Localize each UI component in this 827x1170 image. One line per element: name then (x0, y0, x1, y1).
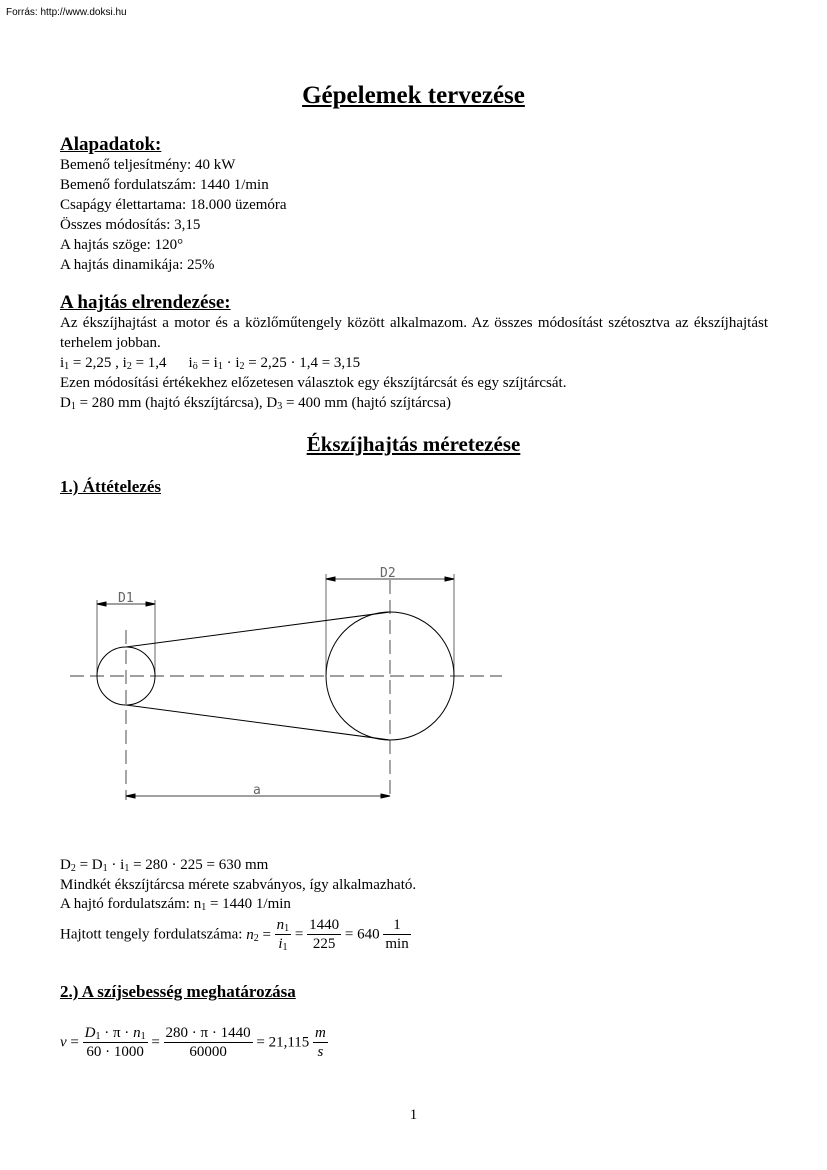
standard-line: Mindkét ékszíjtárcsa mérete szabványos, így alkalmazható. (60, 877, 417, 893)
d1-label: D1 (118, 591, 134, 606)
page-number: 1 (409, 1107, 418, 1123)
d2-label: D2 (380, 566, 396, 581)
speed-formula: v = $\frac{D_1 \cdot \pi \cdot n_1}{60 \cdot 1000}$ = $\frac{280 \cdot \pi \cdot 1440}{60000}$ = 21,115 $\frac{m}{s}$ (60, 1025, 326, 1060)
base-data-line: Csapágy élettartama: 18.000 üzemóra (60, 197, 287, 213)
heading-belt-speed: 2.) A szíjsebesség meghatározása (60, 982, 296, 1001)
d2-calc-line: $D_2 = D_1 \cdot i_1 = 280 \cdot 225 = 630$ mm (60, 857, 269, 874)
ratio-line: $i_1 = 2,25$ , $i_2 = 1,4$ $i_ö = i_1 \cdot i_2 = 2,25 \cdot 1,4 = 3,15$ (60, 355, 361, 372)
heading-gearing: 1.) Áttételezés (60, 477, 161, 496)
n1-line: A hajtó fordulatszám: $n_1 = 1440$ 1/min (60, 896, 291, 913)
page-title: Gépelemek tervezése (302, 82, 525, 109)
base-data-line: Bemenő fordulatszám: 1440 1/min (60, 177, 269, 193)
base-data-line: Bemenő teljesítmény: 40 kW (60, 157, 236, 173)
diameter-line: $D_1 = 280$ mm (hajtó ékszíjtárcsa), $D_3 = 400$ mm (hajtó szíjtárcsa) (60, 395, 452, 412)
heading-base-data: Alapadatok: (60, 134, 162, 155)
n2-formula: Hajtott tengely fordulatszáma: $n_2$ = $\frac{n_1}{i_1}$ = $\frac{1440}{225}$ = 640 $\frac{1}{\min}$ (60, 917, 409, 953)
base-data-line: Összes módosítás: 3,15 (60, 217, 201, 233)
heading-layout: A hajtás elrendezése: (60, 292, 231, 313)
choose-line: Ezen módosítási értékekhez előzetesen választok egy ékszíjtárcsát és egy szíjtárcsát. (60, 375, 567, 391)
source-note: Forrás: http://www.doksi.hu (6, 7, 127, 18)
base-data-line: A hajtás dinamikája: 25% (60, 257, 215, 273)
layout-paragraph: Az ékszíjhajtást a motor és a közlőműtengely között alkalmazom. Az összes módosítást szétosztva az ékszíjhajtást terhelem jobban. (60, 315, 768, 351)
base-data-line: A hajtás szöge: 120° (60, 237, 184, 253)
main-heading: Ékszíjhajtás méretezése (306, 432, 521, 456)
a-label: a (253, 783, 261, 798)
